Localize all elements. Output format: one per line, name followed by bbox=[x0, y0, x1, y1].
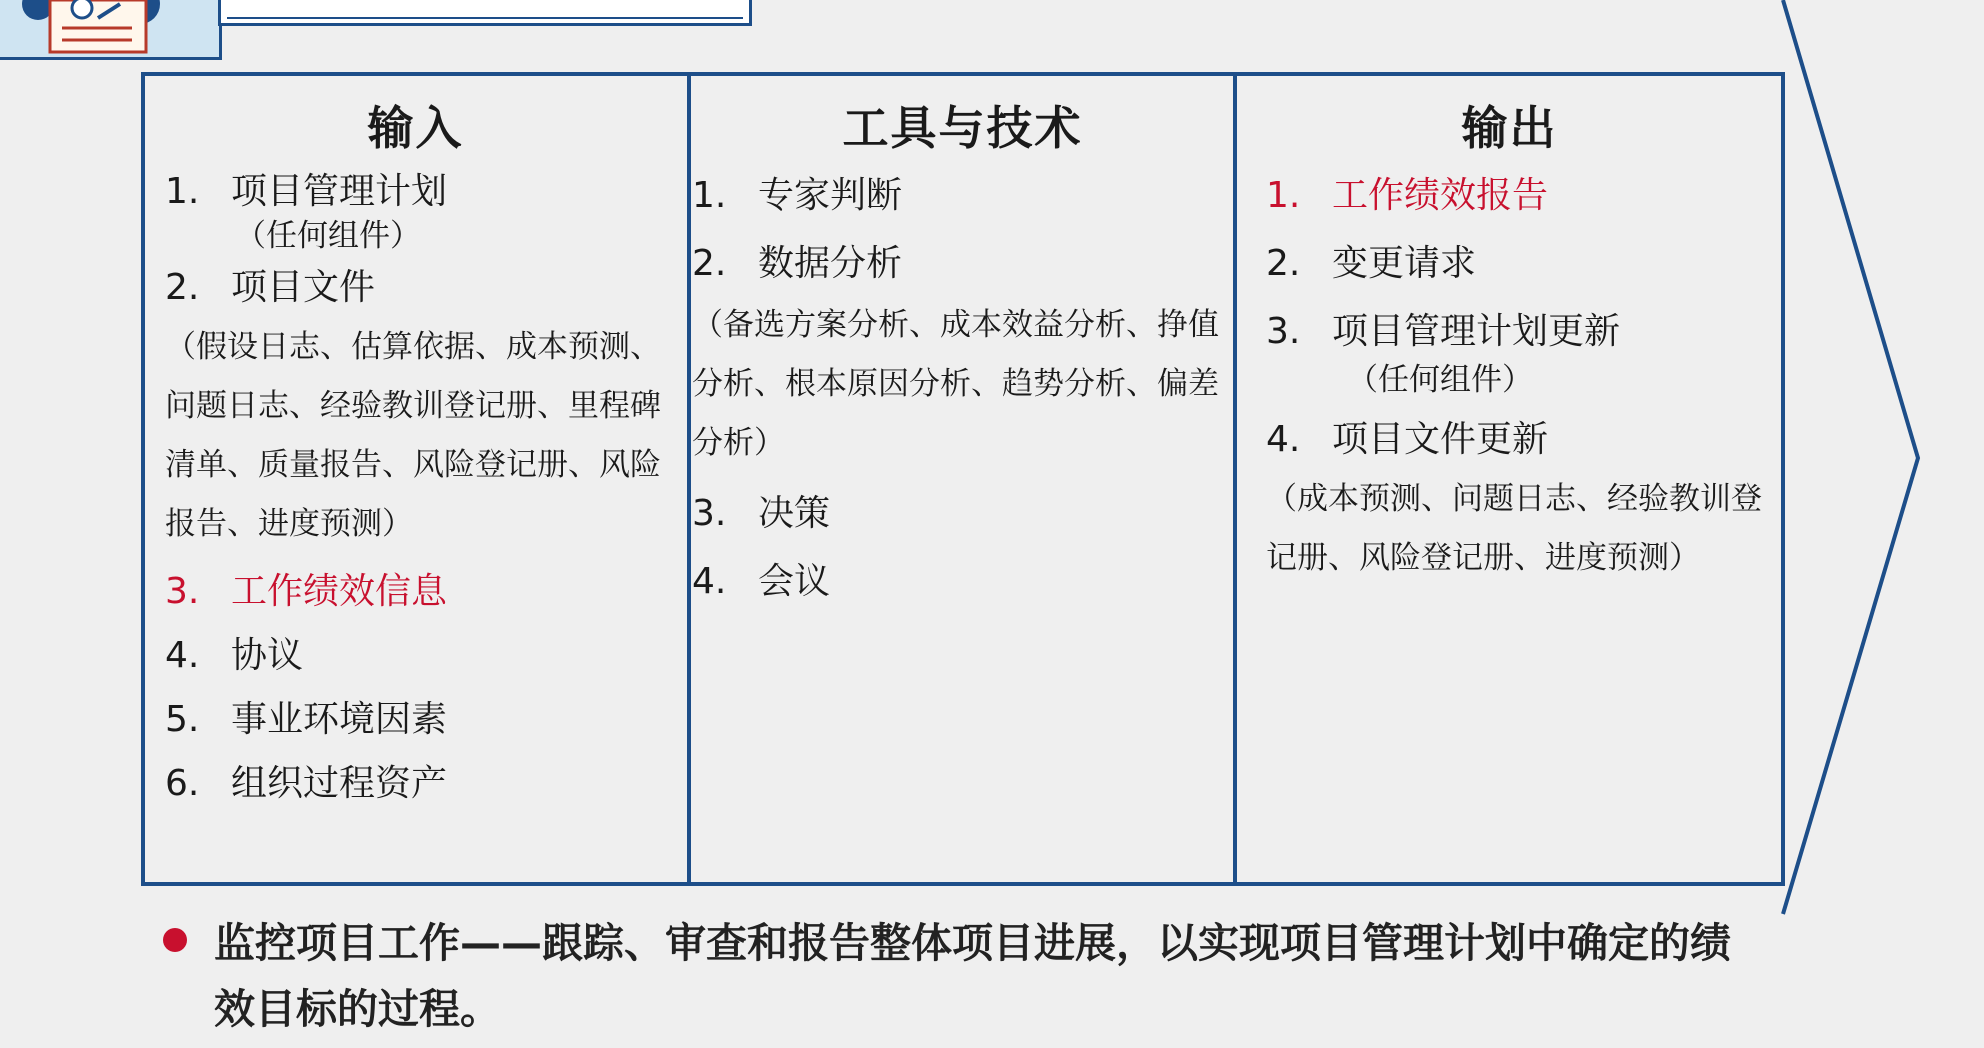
inputs-item-5: 5. 事业环境因素 bbox=[165, 699, 448, 740]
inputs-item-1: 1. 项目管理计划 bbox=[165, 171, 448, 212]
bullet-dot-icon bbox=[163, 928, 187, 952]
tools-column bbox=[690, 74, 1235, 884]
tools-item-2-sub: （备选方案分析、成本效益分析、挣值分析、根本原因分析、趋势分析、偏差分析） bbox=[692, 307, 1219, 461]
inputs-item-1-sub: （任何组件） bbox=[235, 218, 421, 254]
inputs-item-2-sub: （假设日志、估算依据、成本预测、问题日志、经验教训登记册、里程碑清单、质量报告、风险登记册、风险报告、进度预测） bbox=[165, 329, 661, 542]
process-definition-text: 监控项目工作——跟踪、审查和报告整体项目进展，以实现项目管理计划中确定的绩效目标的过程。 bbox=[214, 919, 1731, 1033]
outputs-item-1: 1. 工作绩效报告 bbox=[1266, 175, 1549, 216]
outputs-item-3-sub: （任何组件） bbox=[1347, 362, 1533, 398]
inputs-title: 输入 bbox=[367, 101, 464, 155]
inputs-item-4: 4. 协议 bbox=[165, 635, 304, 676]
inputs-column bbox=[143, 74, 688, 884]
inputs-item-2: 2. 项目文件 bbox=[165, 267, 376, 308]
outputs-title: 输出 bbox=[1461, 101, 1558, 155]
outputs-item-3: 3. 项目管理计划更新 bbox=[1266, 311, 1621, 352]
inputs-item-3: 3. 工作绩效信息 bbox=[165, 571, 448, 612]
tools-title: 工具与技术 bbox=[842, 101, 1083, 155]
tools-item-4: 4. 会议 bbox=[692, 561, 831, 602]
tools-item-2: 2. 数据分析 bbox=[692, 243, 903, 284]
inputs-item-6: 6. 组织过程资产 bbox=[165, 763, 448, 804]
tools-item-1: 1. 专家判断 bbox=[692, 175, 903, 216]
outputs-column bbox=[1237, 74, 1782, 884]
tools-item-3: 3. 决策 bbox=[692, 493, 831, 534]
outputs-item-4-sub: （成本预测、问题日志、经验教训登记册、风险登记册、进度预测） bbox=[1266, 481, 1762, 576]
outputs-item-2: 2. 变更请求 bbox=[1266, 243, 1477, 284]
outputs-item-4: 4. 项目文件更新 bbox=[1266, 419, 1549, 460]
